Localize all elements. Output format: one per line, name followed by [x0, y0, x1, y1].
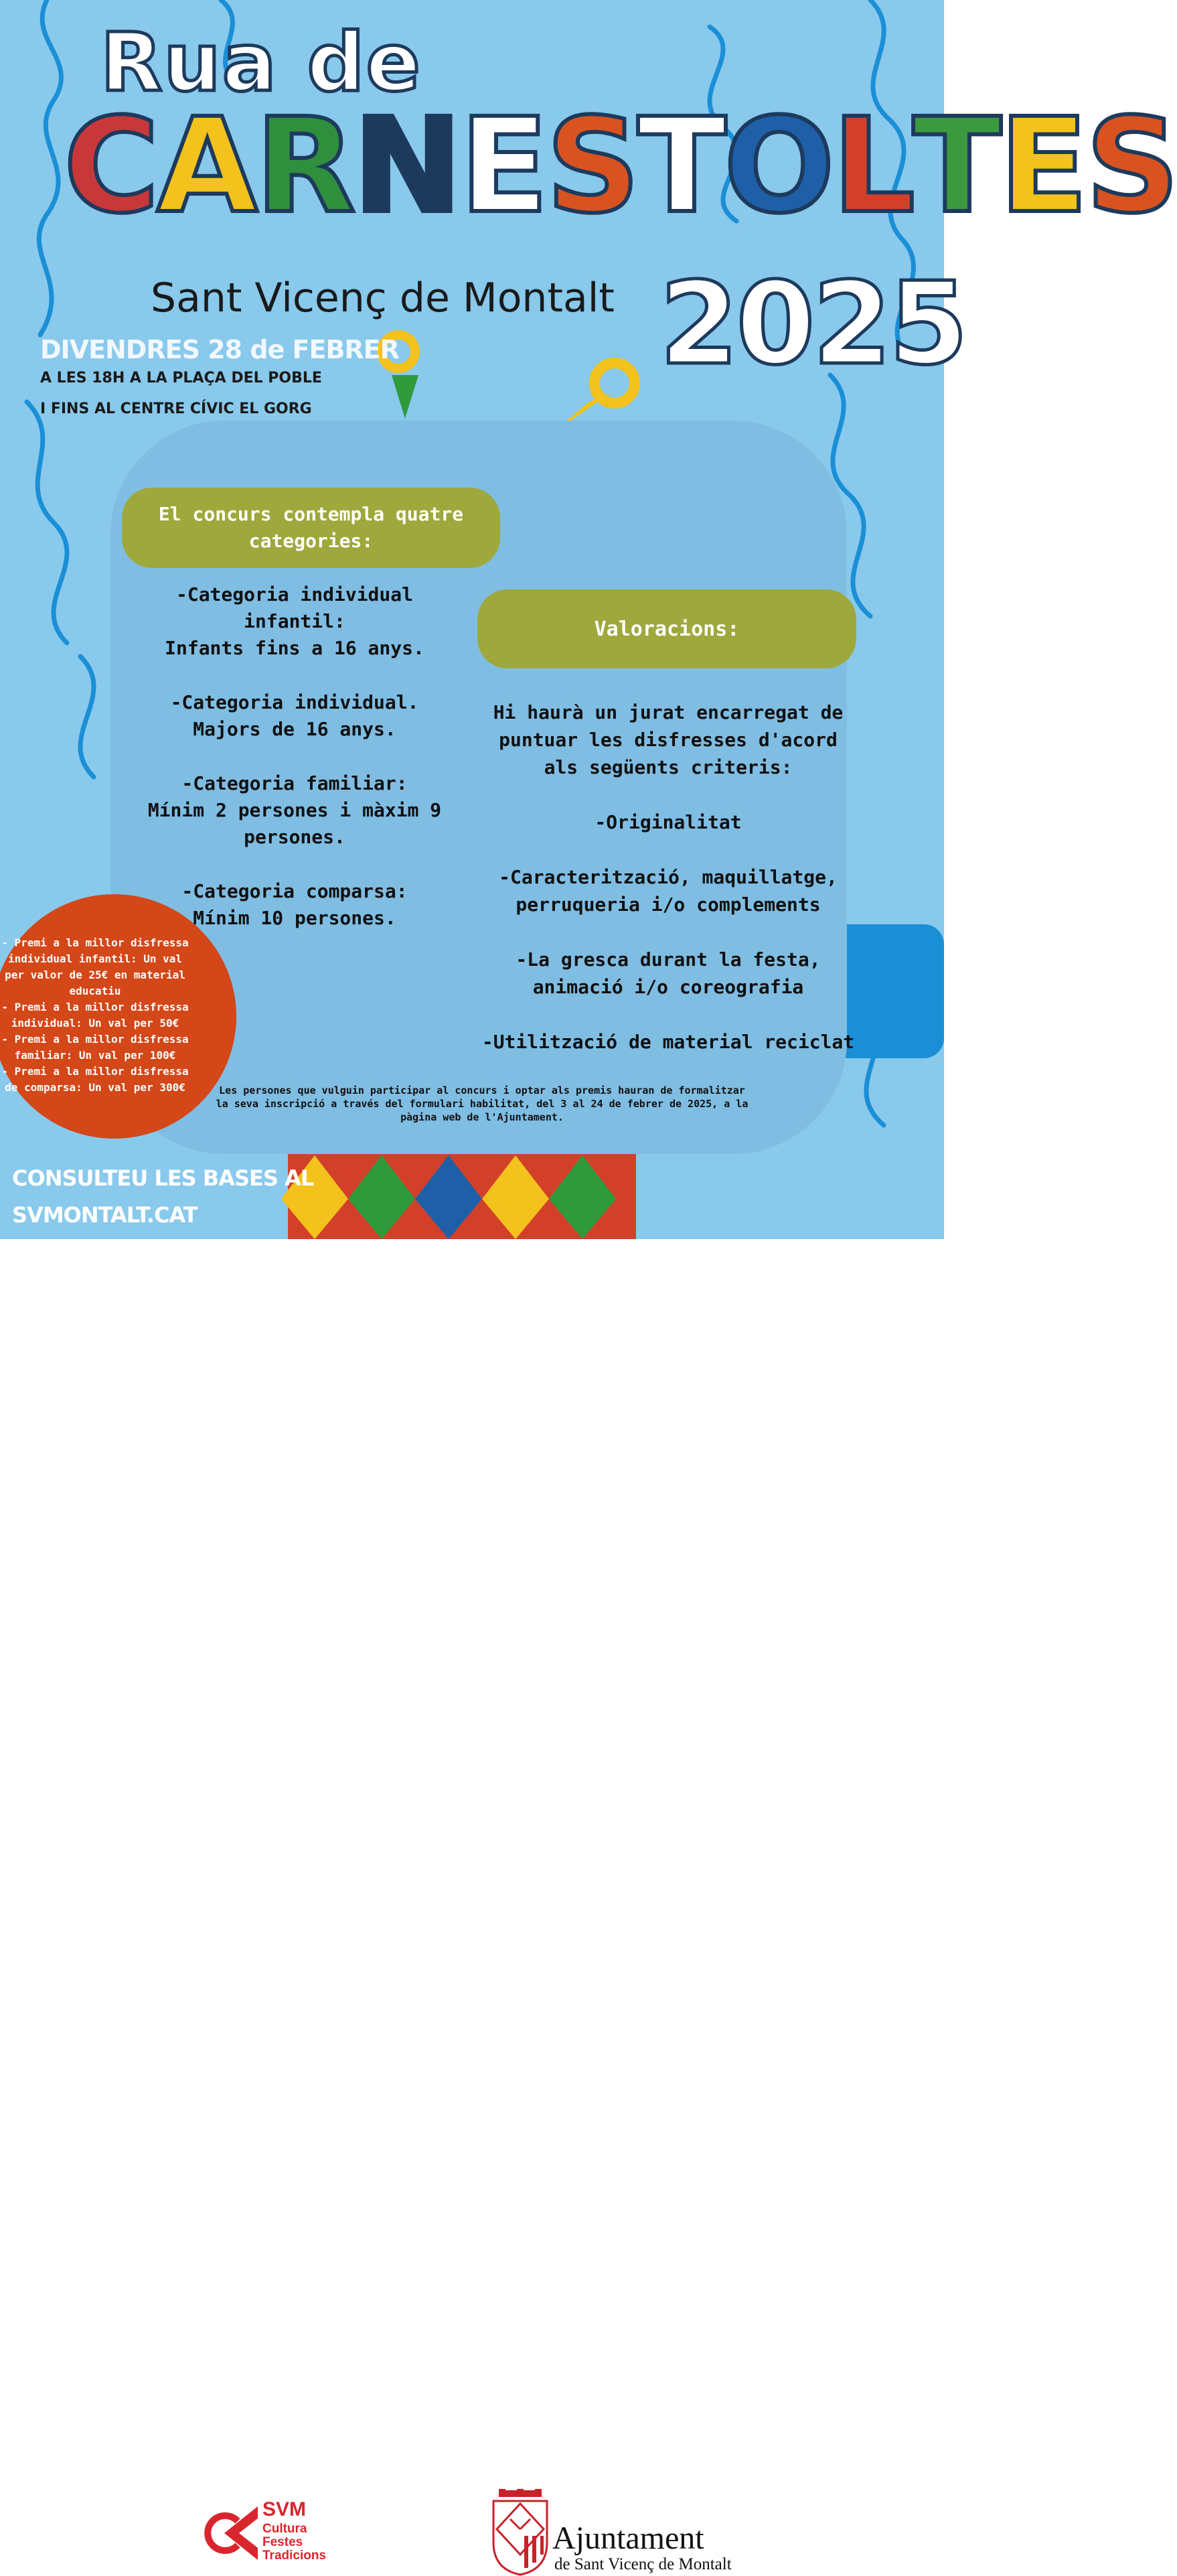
title-letter: S: [1085, 90, 1177, 242]
prize-item: - Premi a la millor disfressa familiar: Un val per 100€: [1, 1033, 189, 1062]
category-detail: Infants fins a 16 anys.: [165, 637, 424, 659]
ajuntament-name: Ajuntament: [552, 2520, 704, 2556]
category-name: -Categoria individual.: [170, 691, 419, 713]
title-letter: N: [353, 90, 460, 242]
svm-tagline: [262, 2522, 326, 2563]
title-letter: E: [459, 90, 546, 242]
title-letter: T: [637, 90, 724, 242]
prize-item: - Premi a la millor disfressa individual: Un val per 50€: [1, 1001, 189, 1029]
registration-note: Les persones que vulguin participar al concurs i optar als premis hauran de formalitzar la seva inscripció a través del formulari habilitat, del 3 al 24 de febrer de 2025, a la pàgina web de l'Ajuntament.: [216, 1084, 749, 1123]
event-date: DIVENDRES 28 de FEBRER: [40, 335, 399, 364]
title-letter: L: [832, 90, 913, 242]
criterion-item: -La gresca durant la festa, animació i/o coreografia: [516, 948, 821, 998]
ajuntament-shield-icon: [487, 2489, 554, 2576]
valoracions-heading: Valoracions:: [477, 589, 856, 668]
consult-website-link[interactable]: SVMONTALT.CAT: [12, 1202, 198, 1228]
footer: [0, 1239, 944, 2573]
harlequin-pattern: [281, 1152, 636, 1239]
prizes-list: [1, 935, 189, 1096]
title-carnestoltes: [64, 90, 1177, 242]
criterion-item: -Originalitat: [595, 811, 742, 833]
category-detail: Mínim 2 persones i màxim 9 persones.: [147, 799, 442, 848]
categories-heading: El concurs contempla quatre categories:: [122, 488, 500, 568]
subtitle-town: Sant Vicenç de Montalt: [151, 275, 615, 321]
ajuntament-subtitle: de Sant Vicenç de Montalt: [554, 2555, 732, 2573]
svm-line: Tradicions: [262, 2549, 327, 2563]
title-letter: E: [999, 90, 1086, 242]
title-letter: T: [913, 90, 1000, 242]
consult-bases-text: CONSULTEU LES BASES AL: [12, 1165, 314, 1191]
svm-line: Festes: [262, 2535, 303, 2549]
title-letter: C: [64, 90, 157, 242]
category-item: [121, 770, 469, 851]
criterion-item: -Caracterització, maquillatge, perruqueria i/o complements: [499, 866, 838, 916]
title-letter: O: [724, 90, 832, 242]
category-name: -Categoria individual infantil:: [175, 583, 413, 632]
criterion-item: -Utilització de material reciclat: [481, 1031, 855, 1053]
title-year: 2025: [659, 258, 966, 390]
svm-line: Cultura: [262, 2522, 307, 2536]
category-item: [121, 581, 469, 662]
category-name: -Categoria familiar:: [181, 772, 408, 794]
title-letter: A: [157, 90, 256, 242]
event-place-end: I FINS AL CENTRE CÍVIC EL GORG: [40, 401, 312, 417]
categories-list: [121, 581, 469, 959]
event-place-start: A LES 18H A LA PLAÇA DEL POBLE: [40, 370, 322, 386]
category-name: -Categoria comparsa:: [181, 880, 408, 902]
valoracions-intro: Hi haurà un jurat encarregat de puntuar les disfresses d'acord als següents criteris:: [493, 701, 844, 778]
valoracions-list: [481, 699, 856, 1083]
category-item: [121, 689, 469, 743]
category-detail: Mínim 10 persones.: [193, 907, 396, 929]
prize-item: - Premi a la millor disfressa individual infantil: Un val per valor de 25€ en material educatiu: [1, 936, 189, 997]
svm-abbreviation: SVM: [262, 2498, 307, 2520]
title-rua-de: Rua de: [100, 17, 422, 110]
title-letter: S: [546, 90, 638, 242]
prize-item: - Premi a la millor disfressa de comparsa: Un val per 300€: [1, 1065, 189, 1094]
category-detail: Majors de 16 anys.: [193, 718, 396, 740]
title-letter: R: [255, 90, 354, 242]
poster-background: [0, 0, 1177, 1239]
